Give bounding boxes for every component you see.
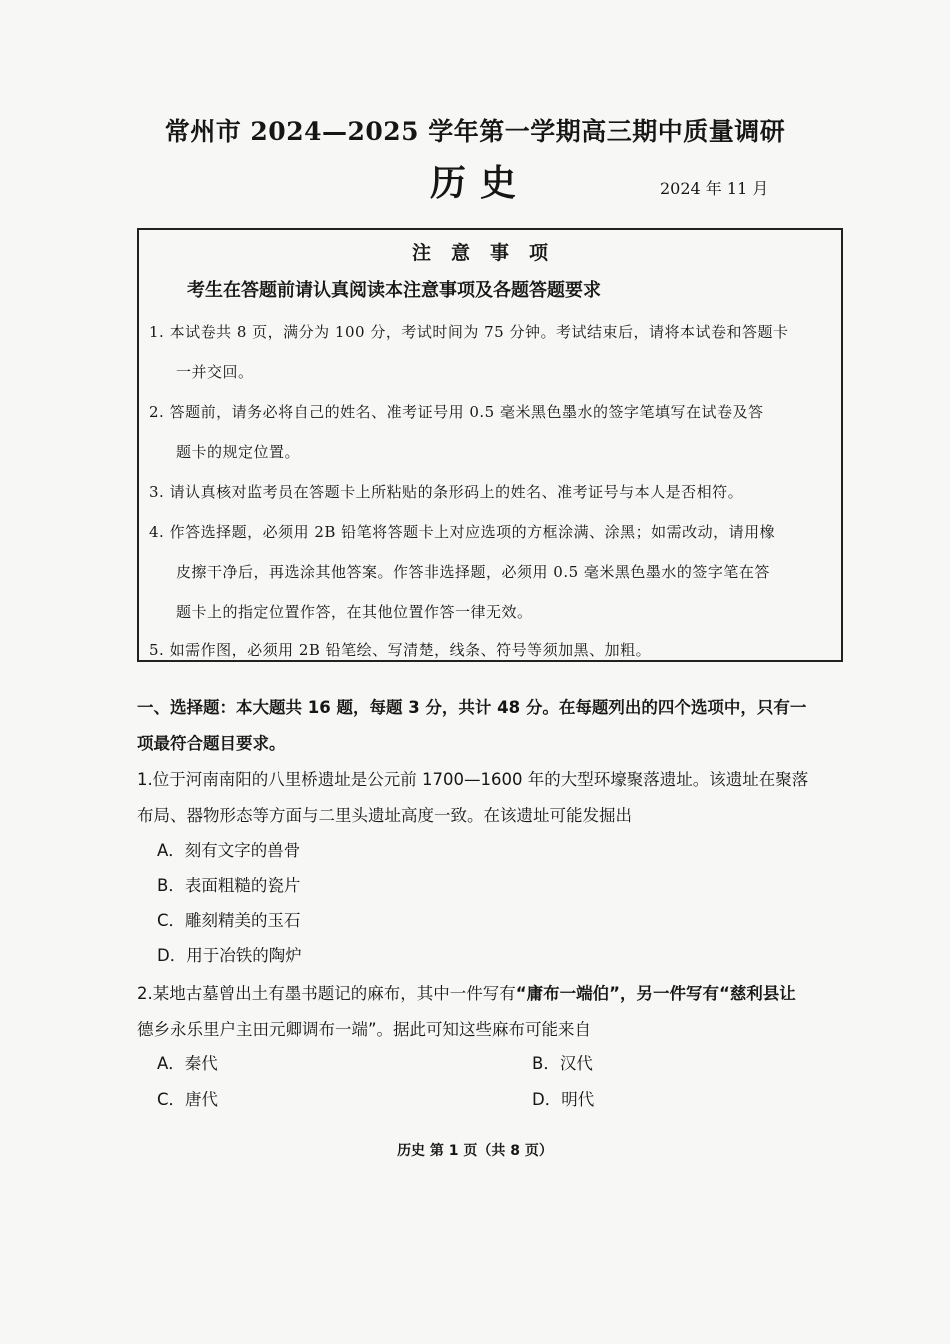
notice-box bbox=[137, 228, 843, 662]
exam-date: 2024 年 11 月 bbox=[660, 179, 769, 198]
section-line: 一、选择题：本大题共 16 题，每题 3 分，共计 48 分。在每题列出的四个选项中，只有一 bbox=[137, 698, 807, 717]
question-stem-line: 布局、器物形态等方面与二里头遗址高度一致。在该遗址可能发掘出 bbox=[137, 806, 632, 825]
notice-heading: 注意事项 bbox=[411, 242, 568, 264]
q1-option-d: D．用于冶铁的陶炉 bbox=[157, 946, 302, 965]
subject-title: 历史 bbox=[430, 162, 531, 204]
section-line: 项最符合题目要求。 bbox=[137, 734, 286, 753]
notice-item-5 bbox=[149, 630, 839, 670]
q2-option-c: C．唐代 bbox=[157, 1090, 219, 1109]
notice-line: 3. 请认真核对监考员在答题卡上所粘贴的条形码上的姓名、准考证号与本人是否相符。 bbox=[149, 483, 744, 501]
notice-line: 5. 如需作图，必须用 2B 铅笔绘、写清楚，线条、符号等须加黑、加粗。 bbox=[149, 641, 652, 659]
notice-line: 4. 作答选择题，必须用 2B 铅笔将答题卡上对应选项的方框涂满、涂黑；如需改动，请用橡 bbox=[149, 523, 776, 541]
notice-line: 题卡上的指定位置作答，在其他位置作答一律无效。 bbox=[176, 603, 533, 621]
question-2 bbox=[137, 976, 857, 1048]
question-stem-line: 德乡永乐里户主田元卿调布一端”。据此可知这些麻布可能来自 bbox=[137, 1020, 592, 1039]
notice-item-4 bbox=[149, 512, 839, 632]
notice-line: 皮擦干净后，再选涂其他答案。作答非选择题，必须用 0.5 毫米黑色墨水的签字笔在答 bbox=[176, 563, 770, 581]
notice-line: 一并交回。 bbox=[176, 363, 254, 381]
exam-title: 常州市 2024—2025 学年第一学期高三期中质量调研 bbox=[164, 117, 786, 146]
q1-option-b: B．表面粗糙的瓷片 bbox=[157, 876, 301, 895]
notice-subheading: 考生在答题前请认真阅读本注意事项及各题答题要求 bbox=[187, 280, 601, 301]
q2-option-b: B．汉代 bbox=[532, 1054, 593, 1073]
q2-option-a: A．秦代 bbox=[157, 1054, 218, 1073]
question-stem-line bbox=[137, 976, 857, 1012]
notice-item-1 bbox=[149, 312, 839, 392]
question-1 bbox=[137, 762, 857, 834]
q2-option-d: D．明代 bbox=[532, 1090, 595, 1109]
question-stem-part: 2.某地古墓曾出土有墨书题记的麻布，其中一件写有 bbox=[137, 984, 516, 1003]
notice-item-2 bbox=[149, 392, 839, 472]
q1-option-a: A．刻有文字的兽骨 bbox=[157, 841, 301, 860]
notice-line: 2. 答题前，请务必将自己的姓名、准考证号用 0.5 毫米黑色墨水的签字笔填写在试卷及答 bbox=[149, 403, 764, 421]
section-heading bbox=[137, 690, 852, 762]
notice-line: 题卡的规定位置。 bbox=[176, 443, 301, 461]
q1-option-c: C．雕刻精美的玉石 bbox=[157, 911, 301, 930]
question-stem-line: 1.位于河南南阳的八里桥遗址是公元前 1700—1600 年的大型环壕聚落遗址。该遗址在聚落 bbox=[137, 770, 809, 789]
notice-line: 1. 本试卷共 8 页，满分为 100 分，考试时间为 75 分钟。考试结束后，请将本试卷和答题卡 bbox=[149, 323, 789, 341]
page-footer: 历史 第 1 页（共 8 页） bbox=[397, 1143, 553, 1159]
question-quote: “庸布一端伯”，另一件写有“慈利县让 bbox=[515, 984, 796, 1003]
notice-item-3 bbox=[149, 472, 839, 512]
